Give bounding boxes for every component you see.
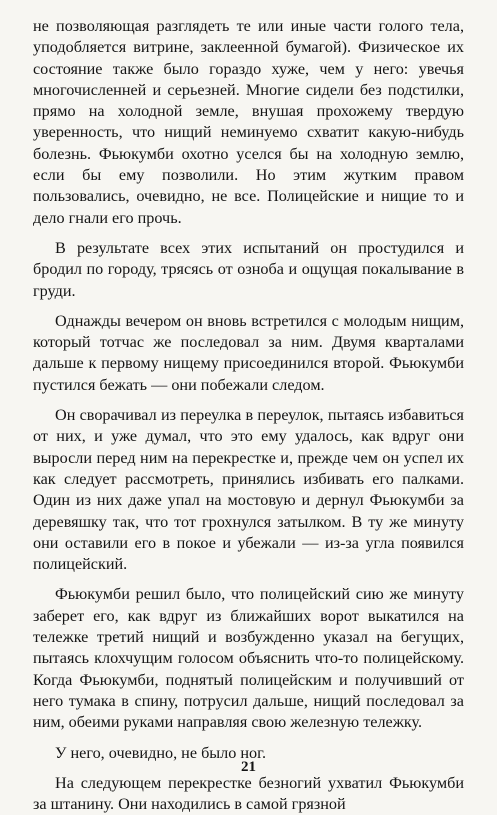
paragraph-7: На следующем перекрестке безногий ухватил Фьюкумби за штанину. Они находились в самой грязной [33,773,464,814]
paragraph-3: Однажды вечером он вновь встретился с молодым нищим, который тотчас же последовал за ним. Двумя кварталами дальше к первому нищему присоединился второй. Фьюкумби пустился бежать — они побежали следом. [33,311,464,394]
body-text [33,16,464,815]
paragraph-1: не позволяющая разглядеть те или иные части голого тела, уподобляется витрине, заклеенной бумагой). Физическое их состояние также было гораздо хуже, чем у него: увечья многочисленней и серьезней. Многие сидели без подстилки, прямо на холодной земле, внушая прохожему твердую уверенность, что нищий неминуемо схватит какую-нибудь болезнь. Фьюкумби охотно уселся бы на холодную землю, если бы ему позволили. Но этим жутким правом пользовались, очевидно, не все. Полицейские и нищие то и дело гнали его прочь. [33,17,464,227]
paragraph-2: В результате всех этих испытаний он простудился и бродил по городу, трясясь от озноба и ощущая покалывание в груди. [33,238,464,300]
paragraph-4: Он сворачивал из переулка в переулок, пытаясь избавиться от них, и уже думал, что это ему удалось, как вдруг они выросли перед ним на перекрестке и, прежде чем он успел их как следует рассмотреть, принялись избивать его палками. Один из них даже упал на мостовую и дернул Фьюкумби за деревяшку так, что тот грохнулся затылком. В ту же минуту они оставили его в покое и убежали — из-за угла появился полицейский. [33,406,464,574]
paragraph-5: Фьюкумби решил было, что полицейский сию же минуту заберет его, как вдруг из ближайших ворот выкатился на тележке третий нищий и возбужденно указал на бегущих, пытаясь клохчущим голосом объяснить что-то полицейскому. Когда Фьюкумби, поднятый полицейским и получивший от него тумака в спину, потрусил дальше, нищий последовал за ним, обеими руками направляя свою железную тележку. [33,585,464,732]
page-number: 21 [241,759,256,775]
paragraph-6: У него, очевидно, не было ног. [55,743,267,762]
